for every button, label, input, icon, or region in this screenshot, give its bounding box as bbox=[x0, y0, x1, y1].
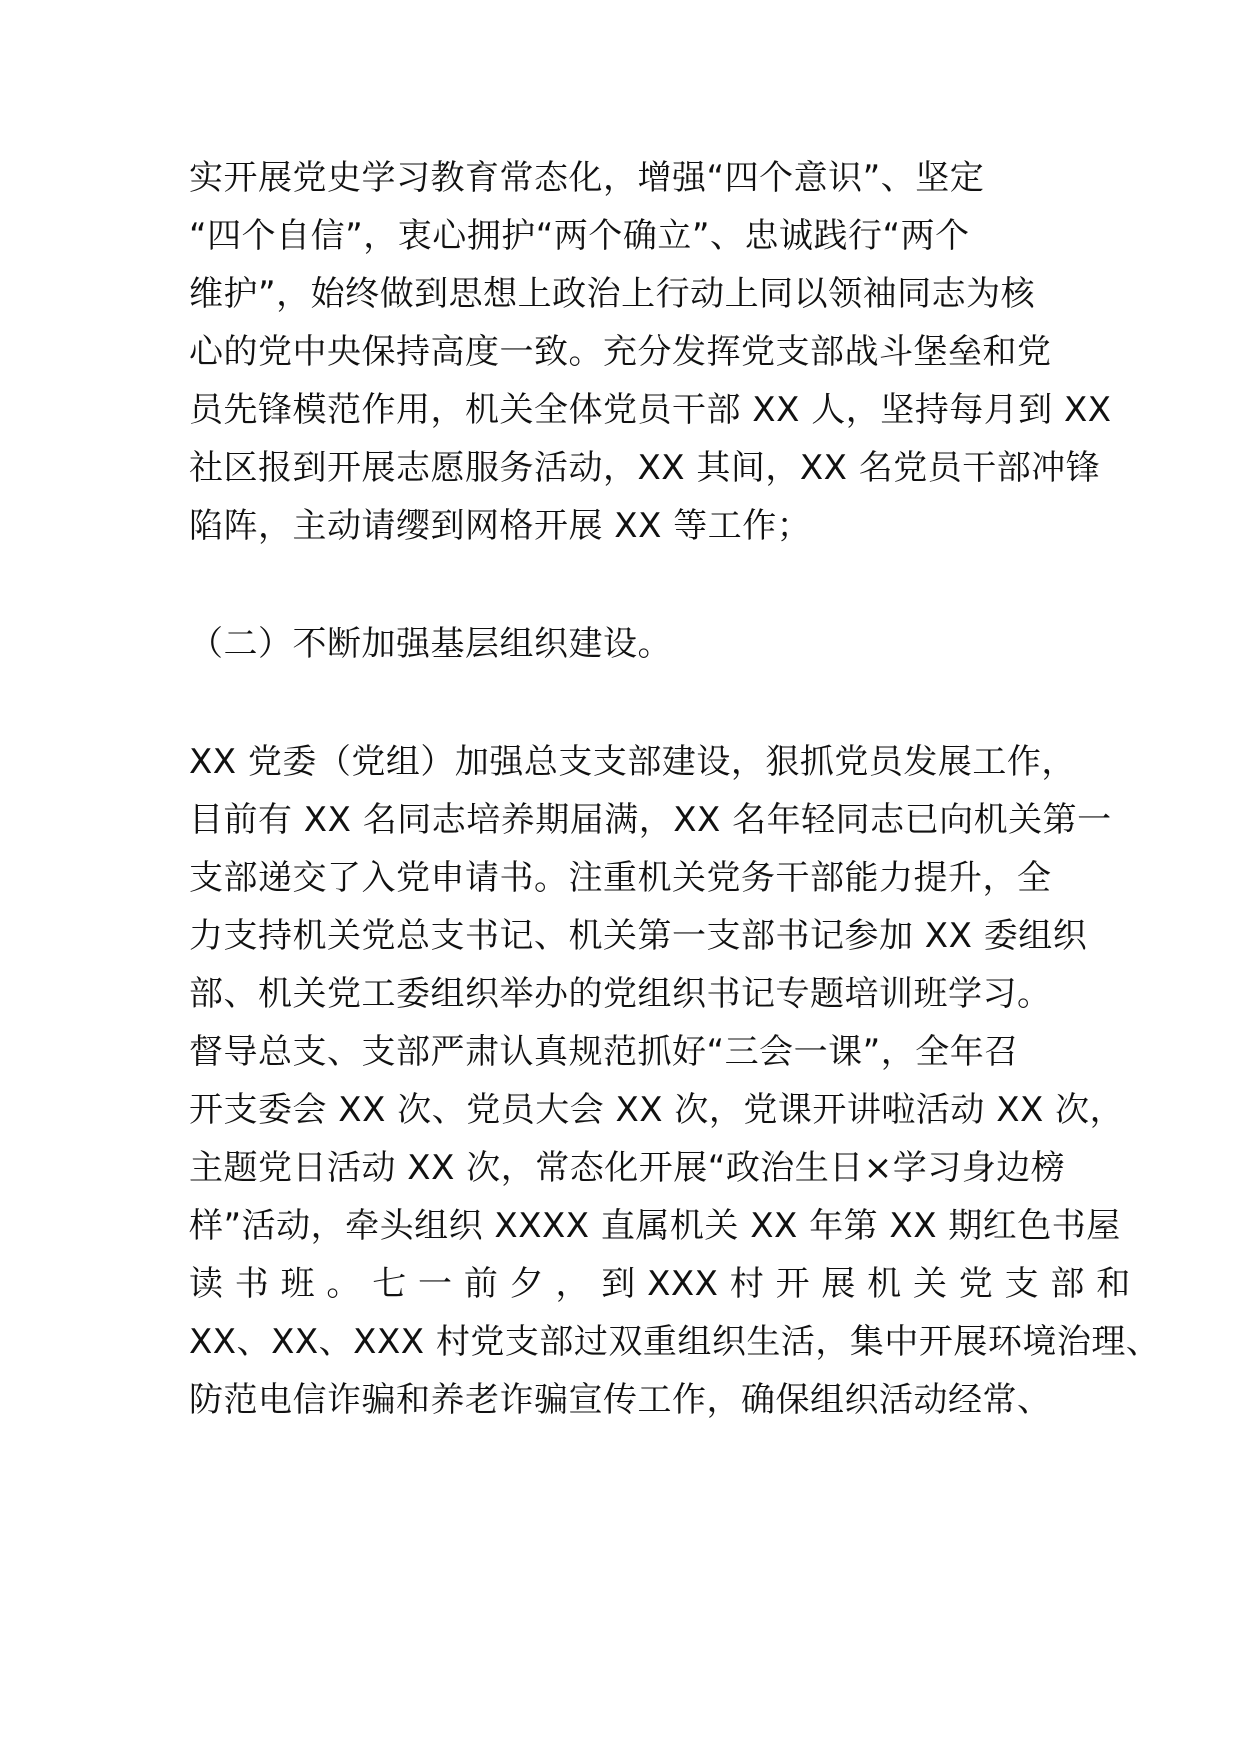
text-line: 陷阵，主动请缨到网格开展 XX 等工作； bbox=[189, 506, 812, 546]
text-line: 防范电信诈骗和养老诈骗宣传工作，确保组织活动经常、 bbox=[189, 1380, 1052, 1420]
text-line: 主题党日活动 XX 次，常态化开展“政治生日×学习身边榜 bbox=[189, 1148, 1066, 1188]
text-line: 样”活动，牵头组织 XXXX 直属机关 XX 年第 XX 期红色书屋 bbox=[189, 1206, 1121, 1246]
text-line: XX、XX、XXX 村党支部过双重组织生活，集中开展环境治理、 bbox=[189, 1322, 1161, 1362]
text-line: 力支持机关党总支书记、机关第一支部书记参加 XX 委组织 bbox=[189, 916, 1088, 956]
text-line: 读 书 班 。 七 一 前 夕 ， 到 XXX 村 开 展 机 关 党 支 部 和 bbox=[189, 1264, 1131, 1304]
text-line: 开支委会 XX 次、党员大会 XX 次，党课开讲啦活动 XX 次， bbox=[189, 1090, 1125, 1130]
text-line: 心的党中央保持高度一致。充分发挥党支部战斗堡垒和党 bbox=[189, 332, 1052, 372]
section-heading: （二）不断加强基层组织建设。 bbox=[189, 624, 672, 664]
text-line: 维护”，始终做到思想上政治上行动上同以领袖同志为核 bbox=[189, 274, 1036, 314]
text-line: 社区报到开展志愿服务活动，XX 其间，XX 名党员干部冲锋 bbox=[189, 448, 1101, 488]
text-line: 部、机关党工委组织举办的党组织书记专题培训班学习。 bbox=[189, 974, 1052, 1014]
text-line: 实开展党史学习教育常态化，增强“四个意识”、坚定 bbox=[189, 158, 985, 198]
text-line: 员先锋模范作用，机关全体党员干部 XX 人，坚持每月到 XX bbox=[189, 390, 1112, 430]
text-line: “四个自信”，衷心拥护“两个确立”、忠诚践行“两个 bbox=[189, 216, 970, 256]
text-line: 督导总支、支部严肃认真规范抓好“三会一课”，全年召 bbox=[189, 1032, 1019, 1072]
text-line: XX 党委（党组）加强总支支部建设，狠抓党员发展工作， bbox=[189, 742, 1076, 782]
text-line: 目前有 XX 名同志培养期届满，XX 名年轻同志已向机关第一 bbox=[189, 800, 1112, 840]
text-line: 支部递交了入党申请书。注重机关党务干部能力提升，全 bbox=[189, 858, 1052, 898]
